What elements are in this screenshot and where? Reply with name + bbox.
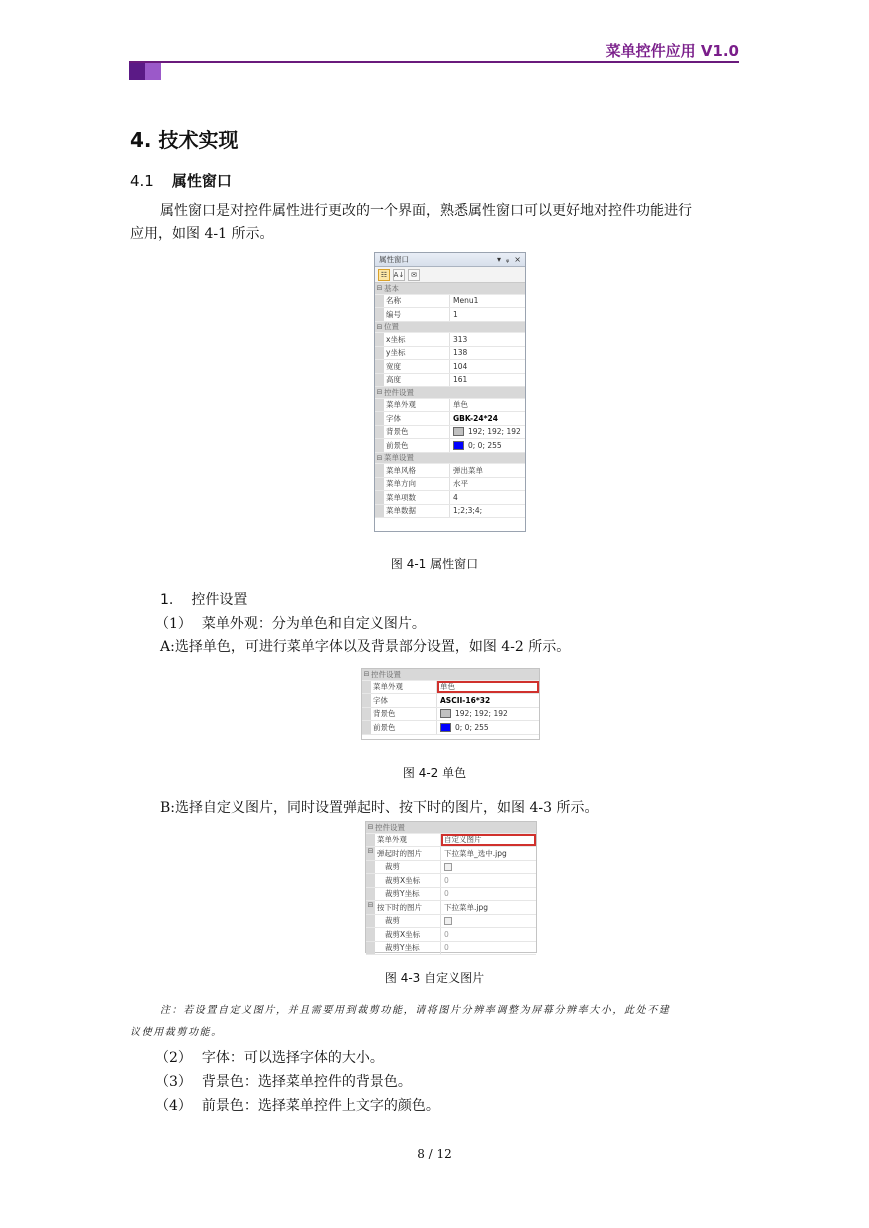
property-window-titlebar <box>375 253 525 267</box>
property-key: 宽度 <box>384 360 450 373</box>
subsection-number: 4.1 <box>130 172 154 190</box>
property-value[interactable]: 1 <box>453 309 458 319</box>
property-key: 裁剪Y坐标 <box>375 942 441 955</box>
row-gutter <box>375 295 384 308</box>
section-title: 4. 技术实现 <box>130 128 239 152</box>
row-gutter <box>366 834 375 847</box>
property-row[interactable] <box>375 360 525 374</box>
property-value[interactable]: ASCII-16*32 <box>440 695 491 705</box>
option-a-text: A:选择单色，可进行菜单字体以及背景部分设置，如图 4-2 所示。 <box>160 639 571 655</box>
row-gutter <box>375 464 384 477</box>
property-key: 菜单风格 <box>384 464 450 477</box>
events-icon[interactable]: ✉ <box>408 269 420 281</box>
figure-4-2-panel <box>361 668 540 740</box>
property-groups <box>375 283 525 518</box>
figure-caption: 图 4-2 单色 <box>402 766 467 780</box>
property-row[interactable] <box>375 412 525 426</box>
property-window-title: 属性窗口 <box>379 255 409 264</box>
option-b-text: B:选择自定义图片，同时设置弹起时、按下时的图片，如图 4-3 所示。 <box>160 800 599 816</box>
property-key: 菜单方向 <box>384 478 450 491</box>
property-key: 菜单外观 <box>375 834 441 847</box>
list-title: 控件设置 <box>191 592 248 608</box>
property-row[interactable] <box>366 834 536 848</box>
crop-checkbox[interactable] <box>444 863 452 871</box>
property-rows <box>366 834 536 956</box>
property-row[interactable] <box>375 333 525 347</box>
property-value[interactable]: 192; 192; 192 <box>437 708 539 721</box>
property-row[interactable] <box>375 374 525 388</box>
item-text: 背景色：选择菜单控件的背景色。 <box>201 1074 412 1090</box>
property-value[interactable]: 104 <box>453 361 468 371</box>
property-key: 裁剪X坐标 <box>375 928 441 941</box>
property-row[interactable] <box>375 464 525 478</box>
property-group-header[interactable]: ⊟ 控件设置 <box>375 387 525 399</box>
property-value[interactable]: 1;2;3;4; <box>453 506 483 516</box>
row-gutter <box>375 478 384 491</box>
property-key: 名称 <box>384 295 450 308</box>
crop-checkbox[interactable] <box>444 917 452 925</box>
item-text: 字体：可以选择字体的大小。 <box>201 1050 384 1066</box>
row-gutter: ⊟ <box>366 847 375 860</box>
property-key: 菜单项数 <box>384 491 450 504</box>
categorized-icon[interactable]: ☷ <box>378 269 390 281</box>
figure-4-3-panel <box>365 821 537 953</box>
alphabetical-sort-icon[interactable]: A↓ <box>393 270 405 279</box>
color-swatch <box>453 427 464 436</box>
row-gutter <box>375 347 384 360</box>
property-row[interactable] <box>366 847 536 861</box>
property-row[interactable] <box>375 295 525 309</box>
row-gutter <box>375 374 384 387</box>
header-rule <box>129 61 739 63</box>
property-row[interactable] <box>362 694 539 708</box>
row-gutter <box>366 874 375 887</box>
property-row[interactable] <box>375 426 525 440</box>
property-row[interactable] <box>362 681 539 695</box>
property-value[interactable]: 0 <box>444 889 449 899</box>
pin-icon[interactable]: ᵩ <box>505 255 510 264</box>
intro-line-2: 应用，如图 4-1 所示。 <box>130 226 274 242</box>
color-swatch <box>453 441 464 450</box>
dropdown-icon[interactable]: ▾ <box>496 255 501 264</box>
color-swatch <box>440 723 451 732</box>
item-number: （2） <box>155 1050 192 1066</box>
row-gutter <box>375 491 384 504</box>
property-row[interactable] <box>366 901 536 915</box>
property-key: 裁剪X坐标 <box>375 874 441 887</box>
color-swatch <box>440 709 451 718</box>
property-row[interactable] <box>375 478 525 492</box>
row-gutter <box>375 439 384 452</box>
property-value[interactable]: 弹出菜单 <box>453 465 483 475</box>
row-gutter <box>362 694 371 707</box>
property-row[interactable] <box>375 491 525 505</box>
item-number: （4） <box>155 1098 192 1114</box>
property-key: 字体 <box>384 412 450 425</box>
property-row[interactable] <box>362 721 539 735</box>
item-3 <box>155 1071 412 1094</box>
header-decor-block <box>145 63 161 80</box>
row-gutter: ⊟ <box>366 901 375 914</box>
row-gutter <box>362 681 371 694</box>
property-value[interactable]: 水平 <box>453 479 468 489</box>
row-gutter <box>375 426 384 439</box>
intro-line-1: 属性窗口是对控件属性进行更改的一个界面，熟悉属性窗口可以更好地对控件功能进行 <box>160 203 692 219</box>
property-row[interactable] <box>366 874 536 888</box>
property-value[interactable]: 0; 0; 255 <box>437 721 539 734</box>
subsection-title <box>130 170 232 191</box>
property-key: 按下时的图片 <box>375 901 441 914</box>
figure-caption: 图 4-1 属性窗口 <box>390 557 479 571</box>
item-number: （3） <box>155 1074 192 1090</box>
property-value[interactable]: 0 <box>444 929 449 939</box>
header-title: 菜单控件应用 V1.0 <box>605 42 739 60</box>
item-text: 菜单外观：分为单色和自定义图片。 <box>201 616 426 632</box>
property-key: 高度 <box>384 374 450 387</box>
item-number: （1） <box>155 616 192 632</box>
property-row[interactable] <box>366 861 536 875</box>
row-gutter <box>375 333 384 346</box>
page-number: 8 / 12 <box>417 1147 452 1161</box>
property-key: 菜单外观 <box>371 681 437 694</box>
property-row[interactable] <box>366 915 536 929</box>
property-key: 前景色 <box>371 721 437 734</box>
property-value[interactable]: 138 <box>453 348 468 358</box>
row-gutter <box>375 308 384 321</box>
property-key: 背景色 <box>371 708 437 721</box>
note-line-2: 议使用裁剪功能。 <box>130 1027 223 1038</box>
row-gutter <box>362 721 371 734</box>
property-value[interactable]: GBK-24*24 <box>453 413 498 423</box>
row-gutter <box>375 399 384 412</box>
property-key: 裁剪Y坐标 <box>375 888 441 901</box>
row-gutter <box>375 360 384 373</box>
property-value[interactable]: 单色 <box>453 400 468 410</box>
property-value[interactable]: 下拉菜单.jpg <box>444 902 488 912</box>
property-key: 菜单数据 <box>384 505 450 518</box>
subsection-label: 属性窗口 <box>171 172 232 190</box>
list-number: 1. <box>160 592 174 608</box>
property-row[interactable] <box>375 505 525 519</box>
property-key: x坐标 <box>384 333 450 346</box>
header-decor-block <box>129 63 145 80</box>
property-group-header: ⊟ 控件设置 <box>366 822 536 834</box>
property-value[interactable]: 0 <box>444 943 449 953</box>
property-key: 编号 <box>384 308 450 321</box>
property-value[interactable]: 192; 192; 192 <box>450 426 525 439</box>
property-key: 前景色 <box>384 439 450 452</box>
row-gutter <box>366 928 375 941</box>
property-value[interactable] <box>441 861 536 874</box>
property-value[interactable]: 单色 <box>437 681 539 694</box>
property-row[interactable] <box>366 942 536 956</box>
property-value[interactable]: 4 <box>453 492 458 502</box>
property-value[interactable]: 0; 0; 255 <box>450 439 525 452</box>
property-value[interactable]: 313 <box>453 334 468 344</box>
property-row[interactable] <box>375 439 525 453</box>
property-row[interactable] <box>375 347 525 361</box>
property-row[interactable] <box>366 888 536 902</box>
property-group-header[interactable]: ⊟ 菜单设置 <box>375 453 525 465</box>
property-group-header: ⊟ 控件设置 <box>362 669 539 681</box>
row-gutter <box>366 861 375 874</box>
figure-caption: 图 4-3 自定义图片 <box>384 971 485 985</box>
property-value[interactable]: 自定义图片 <box>441 834 536 847</box>
property-value[interactable]: 下拉菜单_选中.jpg <box>444 848 507 858</box>
property-rows <box>362 681 539 735</box>
property-group-header[interactable]: ⊟ 基本 <box>375 283 525 295</box>
property-toolbar <box>375 267 525 283</box>
property-value[interactable]: 161 <box>453 375 468 385</box>
property-group-header[interactable]: ⊟ 位置 <box>375 322 525 334</box>
property-row[interactable] <box>375 399 525 413</box>
property-value[interactable]: Menu1 <box>453 296 479 306</box>
property-value[interactable]: 0 <box>444 875 449 885</box>
property-key: 背景色 <box>384 426 450 439</box>
property-key: y坐标 <box>384 347 450 360</box>
property-row[interactable] <box>362 708 539 722</box>
row-gutter <box>375 505 384 518</box>
list-heading <box>160 589 247 609</box>
property-key: 裁剪 <box>375 915 441 928</box>
property-key: 菜单外观 <box>384 399 450 412</box>
row-gutter <box>362 708 371 721</box>
item-text: 前景色：选择菜单控件上文字的颜色。 <box>201 1098 440 1114</box>
row-gutter <box>375 412 384 425</box>
item-4 <box>155 1095 440 1118</box>
item-1 <box>155 613 426 636</box>
row-gutter <box>366 888 375 901</box>
row-gutter <box>366 942 375 955</box>
property-row[interactable] <box>366 928 536 942</box>
item-2 <box>155 1047 384 1070</box>
property-key: 弹起时的图片 <box>375 847 441 860</box>
property-row[interactable] <box>375 308 525 322</box>
property-window <box>374 252 526 532</box>
property-key: 字体 <box>371 694 437 707</box>
note-line-1: 注：若设置自定义图片，并且需要用到裁剪功能，请将图片分辨率调整为屏幕分辨率大小，此处不建 <box>160 1005 671 1016</box>
close-icon[interactable]: × <box>514 255 521 264</box>
property-key: 裁剪 <box>375 861 441 874</box>
property-value[interactable] <box>441 915 536 928</box>
row-gutter <box>366 915 375 928</box>
